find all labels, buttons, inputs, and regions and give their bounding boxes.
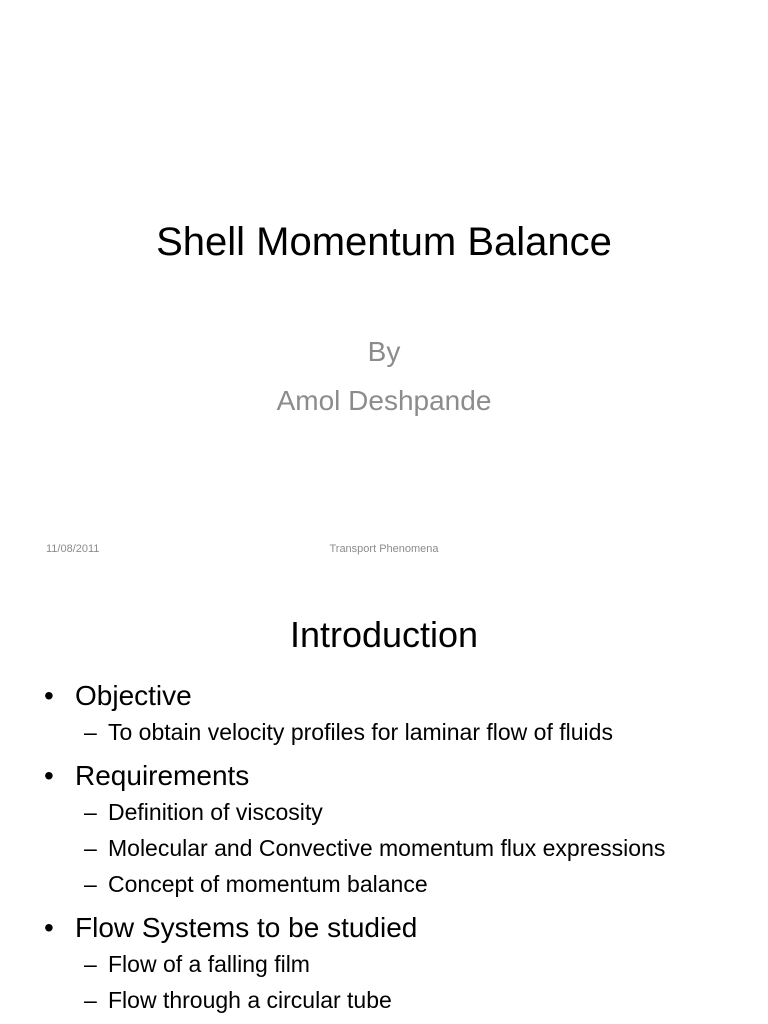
footer-date: 11/08/2011 [46, 543, 100, 555]
sub-bullet-text: Concept of momentum balance [108, 871, 428, 897]
slide-title: Shell Momentum Balance [156, 220, 612, 264]
sub-bullet-text: To obtain velocity profiles for laminar flow of fluids [108, 719, 613, 745]
introduction-slide [0, 576, 768, 1024]
slide-title: Introduction [289, 614, 479, 655]
bullet-dot-icon: • [44, 680, 54, 711]
author-name: Amol Deshpande [276, 385, 492, 416]
bullet-text: Objective [75, 680, 192, 711]
sub-bullet-item [0, 946, 768, 982]
dash-icon: – [84, 719, 97, 745]
sub-bullet-text: Flow of a falling film [108, 951, 310, 977]
dash-icon: – [84, 835, 97, 861]
sub-bullet-item [0, 982, 768, 1018]
bullet-item [0, 678, 768, 714]
bullet-text: Flow Systems to be studied [75, 912, 418, 943]
sub-bullet-text: Definition of viscosity [108, 799, 323, 825]
dash-icon: – [84, 871, 97, 897]
dash-icon: – [84, 799, 97, 825]
sub-bullet-item [0, 866, 768, 902]
bullet-item [0, 910, 768, 946]
sub-bullet-item [0, 794, 768, 830]
bullet-text: Requirements [75, 760, 250, 791]
bullet-dot-icon: • [44, 760, 54, 791]
subtitle-by: By [367, 336, 401, 367]
bullet-dot-icon: • [44, 912, 54, 943]
sub-bullet-text: Flow through a circular tube [108, 987, 392, 1013]
footer-topic: Transport Phenomena [329, 543, 439, 555]
dash-icon: – [84, 951, 97, 977]
bullet-item [0, 758, 768, 794]
dash-icon: – [84, 987, 97, 1013]
sub-bullet-item [0, 714, 768, 750]
bullet-list [0, 678, 768, 1018]
sub-bullet-text: Molecular and Convective momentum flux expressions [108, 835, 666, 861]
sub-bullet-item [0, 830, 768, 866]
